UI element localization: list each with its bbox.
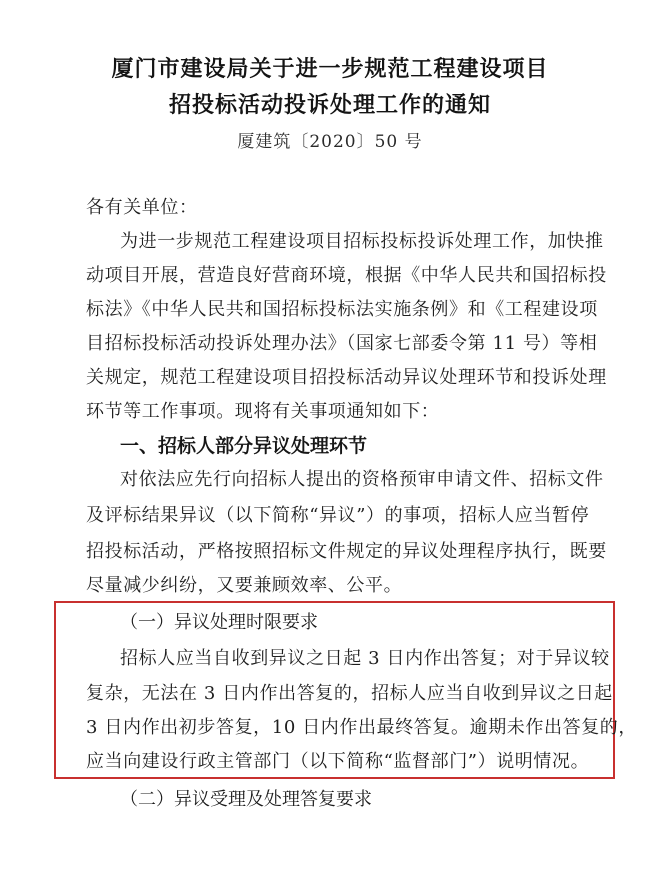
intro-line: 关规定，规范工程建设项目招投标活动异议处理环节和投诉处理 (86, 367, 607, 388)
subsection-1-line: 复杂，无法在 3 日内作出答复的，招标人应当自收到异议之日起 (86, 683, 613, 704)
subsection-1-line: 应当向建设行政主管部门（以下简称“监督部门”）说明情况。 (86, 751, 590, 772)
intro-line: 动项目开展，营造良好营商环境，根据《中华人民共和国招标投 (86, 265, 607, 286)
section-1-line: 及评标结果异议（以下简称“异议”）的事项，招标人应当暂停 (86, 505, 590, 526)
intro-line: 标法》《中华人民共和国招标投标法实施条例》和《工程建设项 (86, 299, 598, 320)
section-1-line: 招投标活动，严格按照招标文件规定的异议处理程序执行，既要 (86, 541, 607, 562)
subsection-1-heading: （一）异议处理时限要求 (120, 612, 318, 633)
section-1-heading: 一、招标人部分异议处理环节 (120, 435, 368, 457)
intro-line: 环节等工作事项。现将有关事项通知如下： (86, 401, 440, 422)
subsection-1-line: 招标人应当自收到异议之日起 3 日内作出答复；对于异议较 (120, 648, 610, 669)
salutation: 各有关单位： (86, 197, 198, 218)
intro-line: 为进一步规范工程建设项目招标投标投诉处理工作，加快推 (120, 231, 604, 252)
subsection-2-heading: （二）异议受理及处理答复要求 (120, 789, 372, 810)
section-1-line: 尽量减少纠纷，又要兼顾效率、公平。 (86, 575, 403, 596)
subsection-1-line: 3 日内作出初步答复，10 日内作出最终答复。逾期未作出答复的， (86, 717, 637, 738)
section-1-line: 对依法应先行向招标人提出的资格预审申请文件、招标文件 (120, 469, 604, 490)
document-title-line-2: 招投标活动投诉处理工作的通知 (168, 93, 491, 118)
document-title-line-1: 厦门市建设局关于进一步规范工程建设项目 (111, 57, 549, 82)
document-number: 厦建筑〔2020〕50 号 (237, 132, 423, 152)
intro-line: 目招标投标活动投诉处理办法》（国家七部委令第 11 号）等相 (86, 333, 598, 354)
